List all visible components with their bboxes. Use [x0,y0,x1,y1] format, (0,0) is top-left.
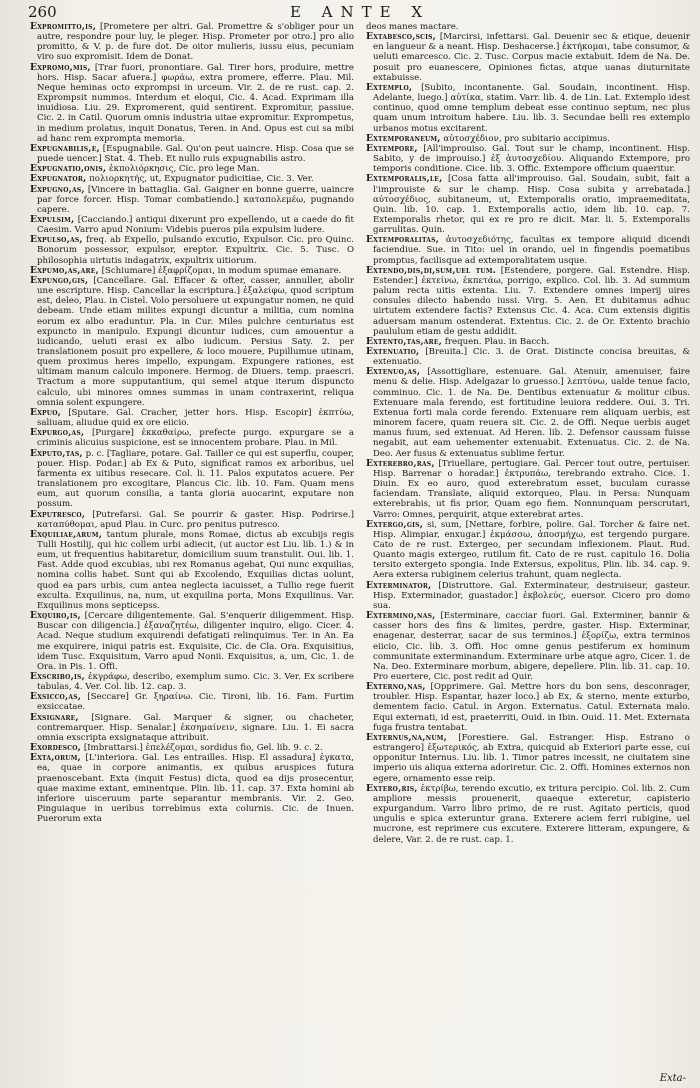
catchword: Exta- [659,1073,686,1084]
entry-definition: p. c. [Tagliare, potare. Gal. Tailler ce qui est superflu, couper, pouer. Hisp. Podar.] ab Ex & Puto, significat ramos ex arboribus, uel farmenta ex uitibus resecare. Col. li. 11. Palos exputatos acuere. Per translationem pro excogitare, Plancus Cic. lib. 10. Fam. Quam mens eum, aut quorum consilia, a tanta gloria auocarint, exputare non possum. [37,448,354,510]
entry-definition: tantum plurale, mons Romae, dictus ab excubijs regis Tulli Hostilij, qui hic collem urbi adiecit, (ut auctor est Liu. lib. 1.) & in eum, ut frequentius habitaretur, domicilium suum transtulit. Oui. lib. 1. Fast. Adde quod excubias, ubi rex Romanus agebat, Qui nunc exquilias, nomina collis habet. Sunt qui ab Excolendo, Exquilias dictas uolunt, quod ea pars urbis, cum antea neglecta iacuisset, a Tullio rege fuerit exculta. Exquilinus, na, num, ut exquilina porta, Mons Exquilinus. Var. Exquilinus mons septicepss. [37,529,354,611]
entry-definition: [Subito, incontanente. Gal. Soudain, incontinent. Hisp. Adelante, luego.] αὐτίκα, statim. Varr. lib. 4. de Lin. Lat. Extemplo idest continuo, quod omne templum debeat esse continuo septum, nec plus quam unum introitum habere. Liu. lib. 3. Secundae belli res extemplo urbanos motus excitarent. [373,82,690,134]
entry-headword: Expuo, [30,406,62,418]
dictionary-entry [366,581,690,611]
entry-definition: [Prometere per altri. Gal. Promettre & s'obliger pour un autre, respondre pour luy, le pleger. Hisp. Prometer por otro.] pro alio promitto, & V. p. de fure dot. De oitor mulieris, iussu eius, pecuniam viro suo expromisit. Idem de Donat. [37,22,354,63]
entry-headword: Extabesco,scis, [366,31,437,43]
dictionary-entry [30,713,354,743]
entry-headword: Extero,ris, [366,782,418,794]
entry-definition: frequen. Plau. in Bacch. [444,336,550,347]
entry-definition: [Breuita.] Cic. 3. de Orat. Distincte concisa breuitas, & extenuatio. [373,347,690,368]
dictionary-entry [30,530,354,611]
dictionary-entry [30,22,354,63]
dictionary-entry [366,459,690,520]
entry-headword: Exterminator, [366,579,432,591]
entry-definition: [All'improuiso. Gal. Tout sur le champ, incontinent. Hisp. Sabito, y de improuiso.] ἐξ ἀυτοσχεδίου. Aliquando Extempore, pro temporis conditione. Cice. lib. 3. Offic. Extempore officium quaeritur. [373,143,690,175]
dictionary-entry [366,32,690,83]
entry-headword: Exputo,tas, [30,447,83,459]
page-number: 260 [28,3,57,21]
entry-headword: Exta,orum, [30,752,81,764]
entry-definition: [Signare. Gal. Marquer & signer, ou chacheter, contremarquer. Hisp. Senalar.] ἐκσημαίνειν, signare. Liu. 1. Ei sacra omnia exscripta exsignataque attribuit. [37,712,354,743]
entry-definition: [Cacciando.] antiqui dixerunt pro expellendo, ut a caede do fit Caesim. Varro apud Nonium: Videbis pueros pila expulsim ludere. [37,214,354,236]
entry-headword: Extendo,dis,di,sum,uel tum. [366,264,497,276]
dictionary-entry [30,408,354,428]
entry-definition: ἀυτοσχεδιότης, facultas ex tempore aliquid dicendi faciendiue. Sue. in Tito: uel in orando, uel in fingendis poematibus promptus, facilisque ad extemporalitatem usque. [373,235,690,266]
entry-headword: Extemporalis,le, [366,173,443,185]
left-column [30,22,354,1062]
entry-definition: [Triuellare, pertugiare. Gal. Percer tout outre, pertuiser. Hisp. Barrenar o horadar.] ἐκτρυπάω, terebrando extraho. Cice. 1. Diuin. Ex eo auro, quod exterebratum esset, buculam curasse faciendam. Translate, aliquid extorqueo, Plau. in Persa: Nunquam exterebrabis, ut fis prior, Quam ego fiem. Nonnunquam perscrutari, Varro: Omnes, perquirit, atque exterebrat artes. [373,458,690,520]
entry-headword: Extempore, [366,142,418,154]
dictionary-entry [366,611,690,682]
dictionary-entry [366,367,690,458]
dictionary-entry [30,235,354,265]
entry-definition: [Sputare. Gal. Cracher, jetter hors. Hisp. Escopir] ἐκπτύω, saliuam, aliudue quid ex ore eiicio. [37,407,354,429]
entry-definition: [Putrefarsi. Gal. Se pourrir & gaster. Hisp. Podrirse.] καταπύθομαι, apud Plau. in Curc. pro penitus putresco. [37,509,354,530]
entry-definition: [Opprimere. Gal. Mettre hors du bon sens, desconrager, troubler. Hisp. Espantar, hazer loco.] ab Ex, & sterno, mente exturbo, dementem facio. Catul. in Argon. Externatus. Catul. Externata malo. Equi externati, id est, praeterriti, Ouid. in Ibin. Ouid. 11. Met. Externata fuga frustra tentabat. [373,682,690,733]
dictionary-entry [30,449,354,510]
entry-headword: Exscribo,is, [30,671,85,682]
entry-headword: Exsignare, [30,711,79,723]
entry-definition: ἐκγράφω, describo, exemplum sumo. Cic. 3. Ver. Ex scribere tabulas, 4. Ver. Col. lib. 12. cap. 3. [37,672,354,693]
entry-headword: Expromitto,is, [30,22,97,32]
entry-headword: Exterebro,ras, [366,457,435,469]
entry-headword: Extergo,gis, [366,518,424,530]
dictionary-entry [30,692,354,712]
dictionary-entry [30,428,354,448]
entry-headword: Extemporaneum, [366,132,441,144]
page-header [30,2,690,22]
running-title: E ANTE X [289,3,431,21]
entry-definition: [Seccare] Gr. ξηραίνω. Cic. Tironi, lib. 16. Fam. Furtim exsiccatae. [37,692,354,713]
entry-definition: [Schiumare] ἐξαφρίζομαι, in modum spumae emanare. [101,265,342,276]
dictionary-columns [30,22,690,1062]
entry-definition: [Trar fuori, pronontiare. Gal. Tirer hors, produire, mettre hors. Hisp. Sacar afuera.] φωράω, extra promere, efferre. Plau. Mil. Neque heminas octo exprompsi in urceum. Vir. 2. de re rust. cap. 2. Exprompsit nummos. Interdum et eloqui, Cic. 4. Acad. Exprimam illa inuidiosa. Liu. 29. Expromerent, quid sentirent. Expromitur, passiue. Cic. 2. in Catil. Quorum omnis industria uitae expromitur. Exprompetus, in medium prolatus, inquit Donatus, Teren. in And. Opus est cui sa mibi ad hanc rem exprompta memoria. [37,62,354,144]
entry-headword: Extemporalitas, [366,234,440,246]
dictionary-entry [30,144,354,164]
dictionary-entry [366,174,690,235]
entry-headword: Expugnabilis,e, [30,142,100,154]
entry-headword: Extenuatio, [366,346,420,357]
entry-definition: [Marcirsi, infettarsi. Gal. Deuenir sec & etique, deuenir en langueur & a neant. Hisp. Deshacerse.] ἐκτήκομαι, tabe consumor, & ueluti emarcesco. Cic. 2. Tusc. Corpus macie extabuit. Idem de Na. De. posuit pro euanescere, Opiniones fictas, atque uanas diuturnitate extabuisse. [373,32,690,83]
entry-headword: Expugnatio,onis, [30,163,107,175]
entry-headword: Extemplo, [366,81,413,93]
entry-headword: Expurgo,as, [30,427,85,439]
dictionary-entry [366,144,690,174]
entry-definition: [Cancellare. Gal. Effacer & ofter, casser, annuller, abolir une escripture. Hisp. Cancellar la escriptura.] ἐξαλείφω, quod scriptum est, deleo, Plau. in Cistel. Volo persoluere ut expungatur nomen, ne quid debeam. Unde etiam milites expungi dicuntur a militia, cum nomina eorum ex albo eraduntur. Pla. in Cur. Miles pulchre centuriatus est expuncto in manipulo. Expungi dicuntur iudices, cum amouentur a iudicando, ueluti erasi ex albo iudicum. Persius Saty. 2. per translationem posuit pro expellere, & loco mouere, Pupillumue utinam, quem proximus heres impello, expungam. Expungere rationes, est ultimam manum calculo imponere. Hermog. de Diuers. temp. praescri. Tractum a more supputantium, qui semel atque iterum dispuncto calculo, ubi minores omnes summas in unam contraxerint, reliqua omnia solent expungere. [37,275,354,408]
dictionary-entry [30,276,354,408]
dictionary-entry [366,266,690,337]
dictionary-entry [366,83,690,134]
entry-headword: Exquiro,is, [30,610,81,622]
right-column [366,22,690,1062]
entry-headword: Expugno,as, [30,183,85,195]
dictionary-entry [366,733,690,784]
entry-headword: Externus,na,num, [366,731,448,743]
dictionary-entry [366,235,690,265]
entry-definition: [L'interiora. Gal. Les entrailles. Hisp. El assadura] ἐγκατα, ea, quae in corpore animantis, ex quibus aruspices futura praenoscebant. Exta (inquit Festus) dicta, quod ea dijs prosecentur, quae maxime extant, eminentque. Plin. lib. 11. cap. 37. Exta homini ab inferiore uisceruum parte separantur membranis. Vir. 2. Geo. Pinguiaque in ueribus torrebimus exta colurnis. Cic. de Inuen. Puerorum exta [37,753,354,825]
entry-definition: [Distruttore. Gal. Exterminateur, destruiseur, gasteur. Hisp. Exterminador, guastador.] ἐκβολεύς, euersor. Cicero pro domo sua. [373,580,690,611]
dictionary-entry [30,510,354,530]
dictionary-entry [366,784,690,845]
entry-definition: πολιορκητής, ut, Expugnator pudicitiae, Cic. 3. Ver. [89,174,314,185]
dictionary-entry [366,347,690,367]
entry-headword: Expumo,as,are, [30,264,99,276]
dictionary-entry [366,682,690,733]
entry-definition: [Cercare diligentemente. Gal. S'enquerir diligemment. Hisp. Buscar con diligencia.] ἐξαναζητέω, diligenter inquiro, eligo. Cicer. 4. Acad. Neque studium exquirendi defatigati relinquimus. Ter. in An. Ea me exquirere, iniqui patris est. Exquisite, Cic. de Cla. Ora. Exquisitius, idem Tusc. Exquisitum, Varro apud Nonii. Exquisitus, a, um, Cic. 1. de Ora. in Pis. 1. Offi. [37,611,354,672]
entry-definition: αὐτοσχέδιον, pro subitario accipimus. [443,133,610,144]
dictionary-entry [30,215,354,235]
entry-definition: [Purgare] ἐκκαθαίρω, prefecte purgo. expurgare se a criminis alicuius suspicione, est se innocentem probare. Plau. in Mil. [37,428,354,449]
entry-definition: [Forestiere. Gal. Estranger. Hisp. Estrano o estrangero] ἐξωτερικός, ab Extra, quicquid ab Exteriori parte esse, cui opponitur Internus. Liu. lib. 1. Timor patres incessit, ne ciuitatem sine imperio uis aliqua externa adoriretur. Cic. 2. Offi. Homines externos non egere, ornamento esse reip. [373,732,690,784]
entry-headword: Expulso,as, [30,234,83,246]
entry-headword: Exordesco, [30,742,82,754]
entry-definition: deos manes mactare. [366,22,459,32]
entry-headword: Extenuo,as, [366,366,421,378]
entry-headword: Expulsim, [30,213,75,225]
entry-definition: [Vincere in battaglia. Gal. Gaigner en bonne guerre, uaincre par force forcer. Hisp. Tomar combatiendo.] καταπολεμέω, pugnando capere. [37,184,354,215]
entry-headword: Extermino,nas, [366,610,436,622]
entry-definition: [Assottigliare, estenuare. Gal. Atenuir, amenuiser, faire menu & delie. Hisp. Adelgazar lo gruesso.] λεπτύνω, ualde tenue facio, comminuo. Cic. 1. de Na. De. Dentibus extenuatur & molitur cibus. Extenuare mala ferendo, est fortitudine leuiora reddere. Oui. 3. Tri. Extenua forti mala corde ferendo. Extenuare rem aliquam uerbis, est minorem facere, quam reuera sit. Cic. 2. de Offi. Neque uerbis auget manus fuum, sed extenuat. Ad Heren. lib. 2. Defensor caussam fuisse negabit, aut eam uehementer extenuabit. Extenuatus. Cic. 2. de Na. Deo. Aer fusus & extenuatus sublime fertur. [373,367,690,459]
entry-definition: [Imbrattarsi.] ἐπελέζομαι, sordidus fio, Gel. lib. 9. c. 2. [83,743,323,754]
entry-headword: Extento,tas,are, [366,335,443,347]
entry-definition: ἐκτρίβω, terendo excutio, ex tritura percipio. Col. lib. 2. Cum ampliore messis prouenerit, quaeque exteretur, capisterio expurgandum. Varro libro primo, de re rust. Agitato perticis, quod ungulis e spica exteruntur grana. Exterere aciem ferri rubigine, uel mucrone, est reprimere cus excutere. Exterere litteram, expungere, & delere, Var. 2. de re rust. cap. 1. [373,783,690,845]
entry-definition: freq. ab Expello, pulsando excutio, Expulsor. Cic. pro Quinc. Bonorum possessor, expulsor, ereptor. Expultrix. Cic. 5. Tusc. O philosophia uirtutis indagatrix, expultrix uitiorum. [37,235,354,266]
entry-headword: Exquiliae,arum, [30,528,103,540]
entry-definition: [Esterminare, cacciar fuori. Gal. Exterminer, bannir & casser hors des fins & limites, perdre, gaster. Hisp. Exterminar, enagenar, desterrar, sacar de sus terminos.] ἐξορίζω, extra terminos eiicio, Cic. lib. 3. Offi. Hoc omne genus pestiferum ex hominum communitate exterminandum. Exterminare urbe atque agro, Cicer. 1. de Na. Deo. Exterminare morbum, abigere, depellere. Plin. lib. 31. cap. 10. Pro euertere, Cic. post redit ad Quir. [373,611,690,682]
entry-definition: [Cosa fatta all'improuiso. Gal. Soudain, subit, fait a l'improuiste & sur le champ. Hisp. Cosa subita y arrebatada.] αὐτοσχέδιος, subitaneum, ut, Extemporalis oratio, impraemeditata, Quin. lib. 10. cap. 1. Extemporalis actio, idem lib. 10. cap. 7. Extemporalis rhetor, qui ex re pro re dicit. Mar. li. 5. Extemporalis garrulitas. Quin. [373,174,690,236]
entry-headword: Externo,nas, [366,681,426,693]
entry-headword: Expungo,gis, [30,274,89,286]
entry-headword: Exsicco,as, [30,691,82,703]
entry-headword: Expromo,mis, [30,61,91,73]
entry-definition: si, sum, [Nettare, forbire, polire. Gal. Torcher & faire net. Hisp. Alimpiar, enxugar.] ἐκμάσσω, ἀποσμήχω, est tergendo purgare. Cato de re rust. Extergeo, per secundam inflexionem. Plaut. Rud. Quanto magis extergeo, rutilum fit. Cato de re rust. capitulo 16. Dolia tersito extergeto spongia. Inde Extersus, expolitus, Plin. lib. 34. cap. 9. Aera extersa rubiginem celerius trahunt, quam neglecta. [373,519,690,581]
dictionary-entry [30,753,354,824]
dictionary-entry [30,63,354,144]
dictionary-entry [366,520,690,581]
dictionary-entry [30,672,354,692]
entry-definition: [Espugnabile. Gal. Qu'on peut uaincre. Hisp. Cosa que se puede uencer.] Stat. 4. Theb. Et nullo ruis expugnabilis astro. [37,143,354,165]
entry-headword: Exputresco, [30,508,86,520]
dictionary-entry [30,611,354,672]
entry-headword: Expugnator, [30,173,87,185]
entry-definition: [Estendere, porgere. Gal. Estendre. Hisp. Estender.] ἐκτείνω, ἐκπετάω, porrigo, explico. Col. lib. 3. Ad summum palum recta uitis extenta. Liu. 7. Extendere omnes imperij uires consules dilecto habendo iussi. Virg. 5. Aen. Et dubitamus adhuc uirtutem extendere factis? Extensus Cic. 4. Aca. Cum extensis digitis aduersam manum ostenderat. Extentus. Cic. 2. de Or. Extento brachio paululum etiam de gestu addidit. [373,265,690,337]
dictionary-entry [30,185,354,215]
entry-definition: ἐκπολιόρκησις, Cic. pro lege Man. [109,164,260,175]
